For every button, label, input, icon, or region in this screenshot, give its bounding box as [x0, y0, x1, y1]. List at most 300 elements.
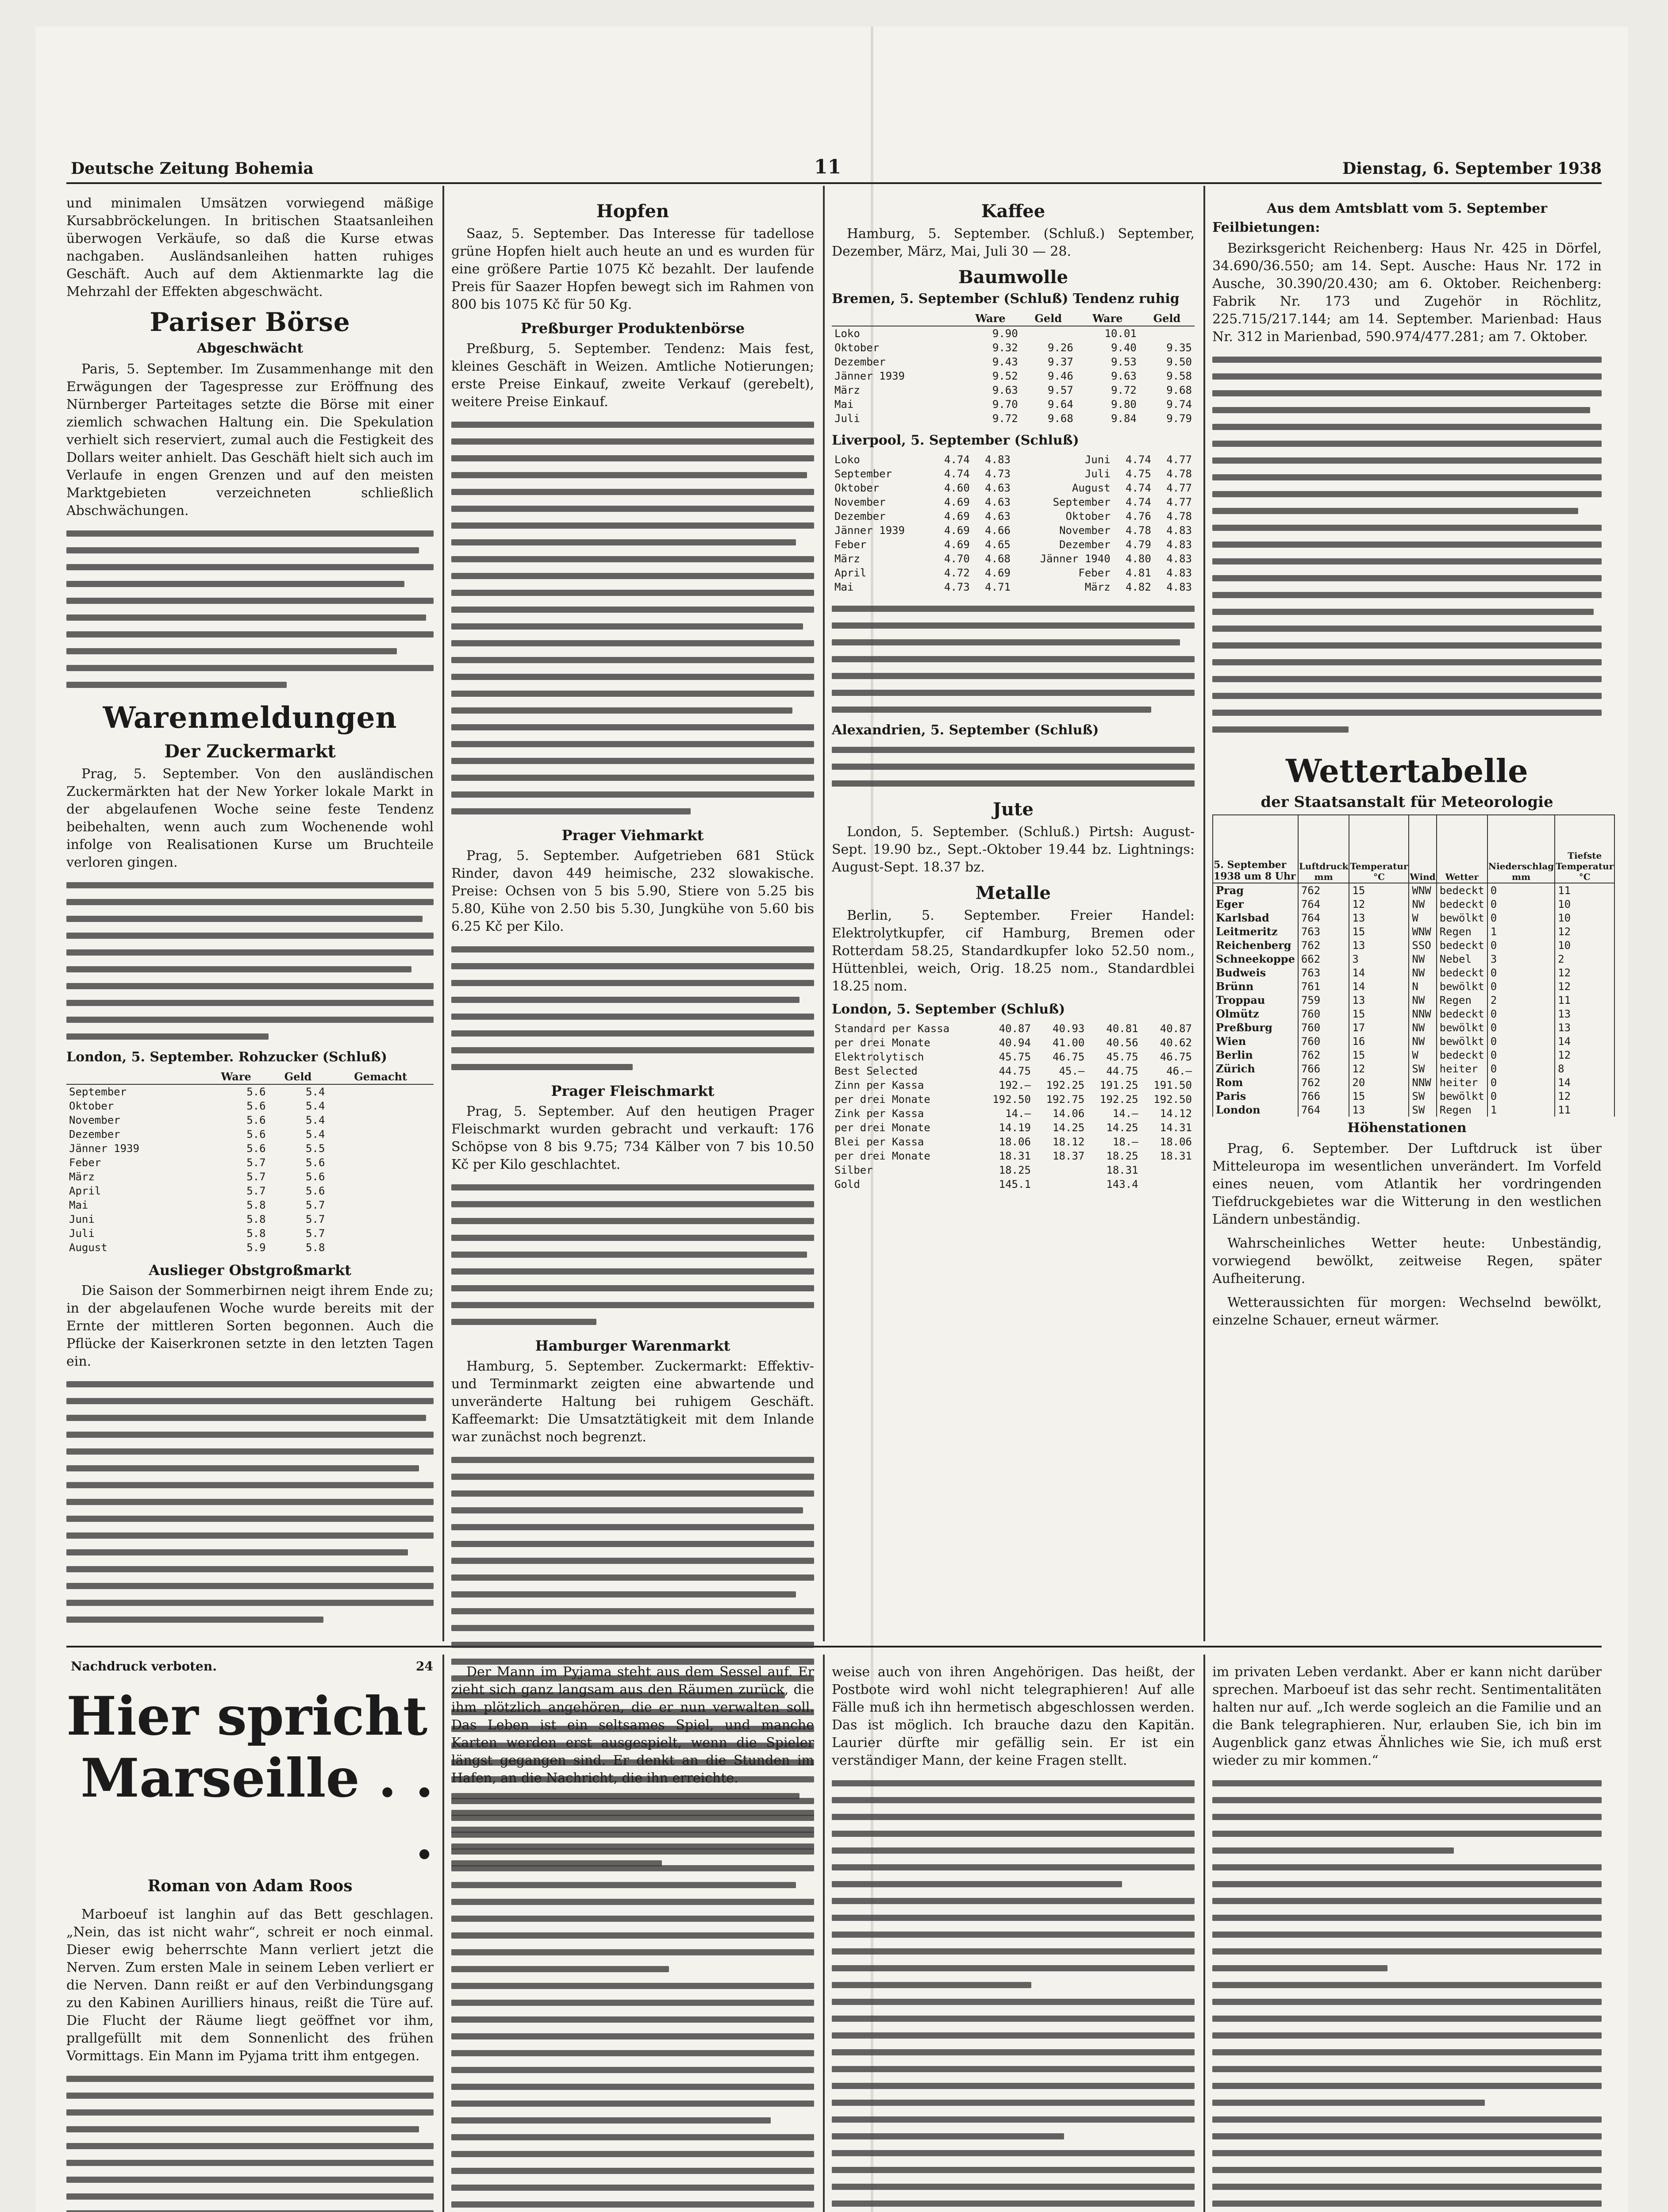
weather-value: SW	[1409, 1089, 1436, 1103]
cell-value: 44.75	[1106, 1065, 1138, 1077]
novel-column-4	[1212, 1663, 1602, 2212]
station-name: Budweis	[1213, 966, 1298, 979]
weather-value: 762	[1298, 1048, 1349, 1062]
row-label: Loko	[834, 327, 860, 340]
weather-value: 12	[1555, 925, 1614, 938]
weather-row	[1213, 925, 1614, 938]
table-row	[66, 1113, 434, 1127]
cell-value: 4.74	[944, 468, 970, 480]
weather-value: 0	[1487, 1034, 1555, 1048]
weather-value: 11	[1555, 883, 1614, 897]
cell-value: 4.74	[1126, 453, 1151, 466]
cell-value: 4.82	[1126, 581, 1151, 593]
feuilleton-rule	[66, 1646, 1602, 1647]
row-label: Mai	[834, 581, 854, 593]
cell-value: 14.—	[1005, 1107, 1031, 1120]
weather-value: 15	[1349, 1048, 1409, 1062]
weather-value: 15	[1349, 925, 1409, 938]
kursliste	[66, 526, 434, 694]
section-title-baumwolle: Baumwolle	[958, 267, 1068, 288]
col-header: Ware	[204, 1069, 269, 1084]
cell-value: 9.32	[992, 342, 1018, 354]
station-name: Wien	[1213, 1034, 1298, 1048]
row-label: März	[834, 553, 860, 565]
table-row	[832, 1050, 1195, 1064]
weather-value: 12	[1555, 1048, 1614, 1062]
station-name: Prag	[1213, 883, 1298, 897]
weather-row	[1213, 1062, 1614, 1075]
cell-value: 4.77	[1166, 453, 1192, 466]
cell-value: 5.6	[246, 1100, 266, 1112]
cell-value: 18.25	[1106, 1150, 1138, 1162]
row-label: November	[69, 1114, 120, 1126]
weather-value: 762	[1298, 883, 1349, 897]
table-row	[832, 495, 1195, 509]
novel-text: Der Mann im Pyjama steht aus dem Sessel auf. Er zieht sich ganz langsam aus den Räumen zurück, die ihm plötzlich angehören, die er nun verwalten soll. Das Leben ist ein seltsames Spiel, und manche Karten werden erst ausgespielt, wenn die Spieler längst gegangen sind. Er denkt an die Stunden im Hafen, an die Nachricht, die ihn erreichte.	[451, 1664, 814, 1786]
cell-value: 18.37	[1053, 1150, 1085, 1162]
weather-row	[1213, 911, 1614, 925]
weather-value: 15	[1349, 1007, 1409, 1021]
row-label: Oktober	[834, 482, 880, 494]
row-label: Dezember	[69, 1128, 120, 1141]
weather-value: 14	[1555, 1075, 1614, 1089]
price-listing	[832, 742, 1195, 793]
cell-value: 9.64	[1048, 398, 1073, 411]
weather-value: 760	[1298, 1034, 1349, 1048]
cell-value: 4.83	[985, 453, 1011, 466]
cell-value: 192.50	[992, 1093, 1031, 1106]
table-row	[832, 580, 1195, 594]
cell-value: 9.80	[1111, 398, 1137, 411]
cell-value	[1141, 1177, 1195, 1191]
weather-value: bedeckt	[1437, 938, 1487, 952]
cell-value: 4.83	[1166, 581, 1192, 593]
table-row	[832, 566, 1195, 580]
cell-value: 4.69	[944, 538, 970, 551]
cell-value: 40.93	[1053, 1022, 1085, 1035]
table-caption: London, 5. September. Rohzucker (Schluß)	[66, 1049, 387, 1065]
row-label: Juli	[69, 1227, 95, 1240]
weather-date: 5. September 1938 um 8 Uhr	[1213, 815, 1298, 883]
article-text: Prag, 5. September. Von den ausländischen Zuckermärkten hat der New Yorker lokale Markt in der abgelaufenen Woche seine feste Tendenz beibehalten, wenn auch zum Wochenende wohl infolge von Realisationen Kurse um Bruchteile verloren gingen.	[66, 766, 434, 870]
cell-value: 18.31	[999, 1150, 1031, 1162]
cell-value: 9.37	[1048, 356, 1073, 368]
cell-value: 143.4	[1106, 1178, 1138, 1190]
table-row	[66, 1156, 434, 1170]
table-row	[832, 1092, 1195, 1106]
weather-value: 3	[1487, 952, 1555, 966]
weather-value: 0	[1487, 1062, 1555, 1075]
section-title-hopfen: Hopfen	[596, 201, 669, 222]
cell-value: 4.78	[1166, 510, 1192, 522]
weather-value: 8	[1555, 1062, 1614, 1075]
cell-value: 4.80	[1126, 553, 1151, 565]
station-name: Paris	[1213, 1089, 1298, 1103]
row-label: Juni	[69, 1213, 95, 1225]
table-row	[66, 1226, 434, 1240]
article-text-cont	[1212, 352, 1602, 739]
row-label: September	[834, 468, 892, 480]
weather-value: NW	[1409, 897, 1436, 911]
table-row	[832, 341, 1195, 355]
weather-value: 0	[1487, 1007, 1555, 1021]
cell-value: 46.75	[1053, 1051, 1085, 1063]
cell-value: 9.26	[1048, 342, 1073, 354]
cell-value: 4.74	[1126, 482, 1151, 494]
article-text: Saaz, 5. September. Das Interesse für tadellose grüne Hopfen hielt auch heute an und es wurden für eine größere Partie 1075 Kč bezahlt. Der laufende Preis für Saazer Hopfen bewegt sich im Rahmen von 800 bis 1075 Kč für 50 Kg.	[451, 226, 814, 312]
station-name: Reichenberg	[1213, 938, 1298, 952]
cell-value: 5.6	[246, 1142, 266, 1155]
weather-value: bewölkt	[1437, 1034, 1487, 1048]
cell-value: 4.74	[1126, 496, 1151, 508]
weather-value: 764	[1298, 911, 1349, 925]
weather-value: bedeckt	[1437, 966, 1487, 979]
cell-value: 5.8	[246, 1199, 266, 1211]
weather-value: heiter	[1437, 1062, 1487, 1075]
row-label: per drei Monate	[834, 1121, 930, 1134]
cell-value: 9.68	[1166, 384, 1192, 396]
section-title-warenmeldungen: Warenmeldungen	[103, 700, 397, 735]
cell-value: September	[1053, 496, 1111, 508]
column-rule-novel-1	[442, 1655, 444, 2212]
cell-value: 9.52	[992, 370, 1018, 382]
liverpool-cotton-table	[832, 453, 1195, 594]
weather-value: 0	[1487, 966, 1555, 979]
table-row	[832, 453, 1195, 467]
section-title-pariser-boerse: Pariser Börse	[150, 307, 350, 337]
table-row	[66, 1084, 434, 1099]
table-row	[832, 326, 1195, 341]
weather-value: 763	[1298, 925, 1349, 938]
cell-value: 5.8	[306, 1241, 325, 1254]
cell-value: 5.4	[306, 1086, 325, 1098]
cell-value: 5.7	[306, 1199, 325, 1211]
weather-forecast: Wahrscheinliches Wetter heute: Unbeständig, vorwiegend bewölkt, zeitweise Regen, später Aufheiterung.	[1212, 1236, 1602, 1286]
table-row	[832, 355, 1195, 369]
row-label: per drei Monate	[834, 1150, 930, 1162]
cell-value: 5.5	[306, 1142, 325, 1155]
table-row	[832, 552, 1195, 566]
weather-value: WNW	[1409, 925, 1436, 938]
article-text-cont	[451, 942, 814, 1076]
cell-value: 5.6	[306, 1171, 325, 1183]
table-caption: Alexandrien, 5. September (Schluß)	[832, 722, 1099, 738]
row-label: Feber	[69, 1156, 101, 1169]
table-row	[832, 369, 1195, 383]
column-rule-3	[1203, 186, 1205, 1641]
cell-value: 18.—	[1112, 1136, 1138, 1148]
weather-value: 13	[1349, 1103, 1409, 1117]
weather-value: SW	[1409, 1103, 1436, 1117]
novel-column-3	[832, 1663, 1195, 2212]
table-row	[832, 1036, 1195, 1050]
weather-value: 17	[1349, 1021, 1409, 1034]
row-label: April	[69, 1185, 101, 1197]
weather-row	[1213, 979, 1614, 993]
cell-value	[1034, 1177, 1087, 1191]
row-label: Juli	[834, 412, 860, 425]
table-row	[832, 509, 1195, 523]
table-row	[832, 1064, 1195, 1078]
cell-value: 45.75	[999, 1051, 1031, 1063]
weather-value: Regen	[1437, 925, 1487, 938]
station-name: Karlsbad	[1213, 911, 1298, 925]
novel-title-line-2: Marseille . . .	[81, 1747, 434, 1871]
cell-value: 9.50	[1166, 356, 1192, 368]
article-text: Paris, 5. September. Im Zusammenhange mit den Erwägungen der Tagespresse zur Eröffnung des Nürnberger Parteitages setzte die Börse mit einer ziemlich schwachen Haltung ein. Die Spekulation verhielt sich reserviert, zumal auch die Festigkeit des Dollars weiter anhielt. Das Geschäft hielt sich auch im Verlaufe in engen Grenzen und auf den meisten Marktgebieten verzeichneten schließlich Abschwächungen.	[66, 361, 434, 518]
station-name: Rom	[1213, 1075, 1298, 1089]
cell-value: 4.75	[1126, 468, 1151, 480]
weather-value: 761	[1298, 979, 1349, 993]
novel-text-cont	[832, 1776, 1195, 2212]
cell-value: 18.31	[1106, 1164, 1138, 1176]
weather-row	[1213, 1089, 1614, 1103]
cell-value: 9.63	[992, 384, 1018, 396]
table-row	[832, 1078, 1195, 1092]
cell-value: 14.—	[1112, 1107, 1138, 1120]
novel-text-cont	[451, 1793, 814, 2212]
col-header: Gemacht	[327, 1069, 434, 1084]
cell-value: 41.00	[1053, 1037, 1085, 1049]
cell-value: 4.70	[944, 553, 970, 565]
cell-value: 145.1	[999, 1178, 1031, 1190]
table-row	[832, 1177, 1195, 1191]
article-text-cont	[66, 878, 434, 1046]
table-row	[66, 1184, 434, 1198]
novel-author: Roman von Adam Roos	[147, 1877, 353, 1895]
cell-value	[1034, 1163, 1087, 1177]
row-label: Jänner 1939	[834, 370, 905, 382]
article-text: Hamburg, 5. September. (Schluß.) September, Dezember, März, Mai, Juli 30 — 28.	[832, 226, 1195, 259]
weather-value: WNW	[1409, 883, 1436, 897]
cell-value: 9.40	[1111, 342, 1137, 354]
weather-value: 13	[1555, 1021, 1614, 1034]
cell-value: Feber	[1078, 567, 1111, 579]
cell-value: Dezember	[1059, 538, 1111, 551]
header-rule	[66, 182, 1602, 184]
section-title-zuckermarkt: Der Zuckermarkt	[164, 741, 336, 762]
cell-value: 40.87	[1160, 1022, 1192, 1035]
cell-value: 9.58	[1166, 370, 1192, 382]
cell-value: 4.74	[944, 453, 970, 466]
weather-value: 10	[1555, 897, 1614, 911]
table-row	[832, 1106, 1195, 1121]
article-text: Die Saison der Sommerbirnen neigt ihrem Ende zu; in der abgelaufenen Woche wurde bereits mit der Ernte der mittleren Sorten begonnen. Auch die Pflücke der Kaiserkronen setzte in den letzten Tagen ein.	[66, 1283, 434, 1369]
row-label: Dezember	[834, 356, 886, 368]
weather-value: NW	[1409, 952, 1436, 966]
cell-value: 4.69	[944, 510, 970, 522]
weather-value: 13	[1555, 1007, 1614, 1021]
section-subtitle: Feilbietungen:	[1212, 220, 1320, 235]
cell-value: 9.84	[1111, 412, 1137, 425]
section-title-metalle: Metalle	[976, 883, 1051, 903]
weather-value: 0	[1487, 897, 1555, 911]
cell-value: 4.83	[1166, 524, 1192, 537]
cell-value: 44.75	[999, 1065, 1031, 1077]
weather-row	[1213, 1021, 1614, 1034]
row-label: per drei Monate	[834, 1037, 930, 1049]
weather-value: bedeckt	[1437, 1007, 1487, 1021]
cell-value: 4.65	[985, 538, 1011, 551]
cell-value: 5.4	[306, 1114, 325, 1126]
column-commodities	[832, 195, 1195, 1641]
table-row	[66, 1212, 434, 1226]
weather-value: 14	[1349, 966, 1409, 979]
intro-text: und minimalen Umsätzen vorwiegend mäßige Kursabbröckelungen. In britischen Staatsanleihen überwogen Verkäufe, so daß die Kurse etwas nachgaben. Ausländsanleihen hatten ruhiges Geschäft. Auch auf dem Aktienmarkte lag die Mehrzahl der Effekten abgeschwächt.	[66, 196, 434, 300]
row-label: Loko	[834, 453, 860, 466]
bremen-cotton-table: Ware Geld Ware Geld Loko 9.90 10.01 Oktober 9.32 9.26 9.40 9.35 Dezember 9.43 9.37 9.53 9.50 Jänner 1939 9.52 9.46 9.63 9.58 März 9.63 9.57 9.72 9.68 Mai 9.70 9.64 9.80 9.74 Juli 9.72 9.68 9.84 9.79	[832, 311, 1195, 426]
cell-value: 14.25	[1053, 1121, 1085, 1134]
weather-value: 0	[1487, 1048, 1555, 1062]
cell-value: 5.4	[306, 1128, 325, 1141]
cell-value: 9.90	[992, 327, 1018, 340]
weather-value: Regen	[1437, 993, 1487, 1007]
weather-value: 1	[1487, 1103, 1555, 1117]
cell-value	[1021, 326, 1076, 341]
cell-value: 14.31	[1160, 1121, 1192, 1134]
cell-value: 4.66	[985, 524, 1011, 537]
column-rule-2	[823, 186, 825, 1641]
paper-sheet	[35, 27, 1628, 2212]
section-subtitle: Abgeschwächt	[196, 341, 304, 356]
section-title-obstmarkt: Auslieger Obstgroßmarkt	[149, 1262, 351, 1279]
weather-value: SW	[1409, 1062, 1436, 1075]
table-row	[832, 1149, 1195, 1163]
table-row	[66, 1127, 434, 1141]
row-label: März	[834, 384, 860, 396]
weather-value: bedeckt	[1437, 1048, 1487, 1062]
cell-value: 4.71	[985, 581, 1011, 593]
weather-value: 3	[1349, 952, 1409, 966]
weather-value: NW	[1409, 1021, 1436, 1034]
cell-value: 4.63	[985, 496, 1011, 508]
cell-value: 5.7	[246, 1156, 266, 1169]
newspaper-name: Deutsche Zeitung Bohemia	[71, 159, 314, 178]
row-label: September	[69, 1086, 127, 1098]
station-name: Brünn	[1213, 979, 1298, 993]
column-markets	[451, 195, 814, 1641]
article-text: Hamburg, 5. September. Zuckermarkt: Effektiv- und Terminmarkt zeigten eine abwartende und unveränderte Haltung bei ruhigem Geschäft. Kaffeemarkt: Die Umsatztätigkeit mit dem Inlande war zunächst noch begrenzt.	[451, 1359, 814, 1445]
section-title-kaffee: Kaffee	[981, 201, 1045, 222]
cell-value: 14.25	[1106, 1121, 1138, 1134]
weather-row	[1213, 1034, 1614, 1048]
weather-value: 764	[1298, 897, 1349, 911]
weather-value: heiter	[1437, 1075, 1487, 1089]
cell-value: August	[1072, 482, 1111, 494]
cell-value: 40.94	[999, 1037, 1031, 1049]
column-rule-novel-2	[823, 1655, 825, 2212]
cell-value: 9.63	[1111, 370, 1137, 382]
article-text: Prag, 5. September. Auf den heutigen Prager Fleischmarkt wurden gebracht und verkauft: 176 Schöpse von 8 bis 9.75; 734 Kälber von 7 bis 10.50 Kč per Kilo geschlachtet.	[451, 1104, 814, 1172]
weather-value: 11	[1555, 1103, 1614, 1117]
table-row	[832, 411, 1195, 426]
table-row	[66, 1240, 434, 1255]
table-caption: London, 5. September (Schluß)	[832, 1002, 1065, 1017]
row-label: Silber	[834, 1164, 873, 1176]
weather-value: 13	[1349, 911, 1409, 925]
cell-value: 9.35	[1166, 342, 1192, 354]
table-caption: Bremen, 5. September (Schluß) Tendenz ruhig	[832, 291, 1180, 307]
weather-value: 0	[1487, 1075, 1555, 1089]
cell-value: 192.25	[1099, 1093, 1138, 1106]
weather-value: 0	[1487, 938, 1555, 952]
station-name: Eger	[1213, 897, 1298, 911]
table-caption: Liverpool, 5. September (Schluß)	[832, 433, 1079, 448]
cell-value: 5.7	[246, 1171, 266, 1183]
weather-value: 0	[1487, 979, 1555, 993]
row-label: Mai	[69, 1199, 88, 1211]
weather-value: 13	[1349, 938, 1409, 952]
cell-value: 9.79	[1166, 412, 1192, 425]
cell-value: 4.72	[944, 567, 970, 579]
section-title-viehmarkt: Prager Viehmarkt	[561, 827, 704, 844]
article-text-cont	[451, 1180, 814, 1331]
cell-value: 4.83	[1166, 538, 1192, 551]
cell-value: 5.7	[306, 1227, 325, 1240]
cell-value: 14.12	[1160, 1107, 1192, 1120]
cell-value: 192.50	[1153, 1093, 1192, 1106]
metals-table	[832, 1022, 1195, 1191]
weather-value: W	[1409, 1048, 1436, 1062]
cell-value: 4.76	[1126, 510, 1151, 522]
price-listing	[451, 417, 814, 821]
weather-value: bewölkt	[1437, 911, 1487, 925]
weather-row	[1213, 897, 1614, 911]
cell-value: 5.4	[306, 1100, 325, 1112]
weather-row	[1213, 1007, 1614, 1021]
cell-value: März	[1084, 581, 1111, 593]
weather-value: 12	[1349, 1062, 1409, 1075]
table-row	[832, 467, 1195, 481]
table-row	[832, 1022, 1195, 1036]
cell-value: 9.72	[1111, 384, 1137, 396]
row-label: Best Selected	[834, 1065, 918, 1077]
row-label: Jänner 1939	[834, 524, 905, 537]
cell-value: 18.25	[999, 1164, 1031, 1176]
station-name: Preßburg	[1213, 1021, 1298, 1034]
cell-value: 40.81	[1106, 1022, 1138, 1035]
row-label: Gold	[834, 1178, 860, 1190]
section-subtitle-meteorologie: der Staatsanstalt für Meteorologie	[1261, 793, 1553, 811]
issue-date: Dienstag, 6. September 1938	[1342, 159, 1602, 178]
novel-text: im privaten Leben verdankt. Aber er kann nicht darüber sprechen. Marboeuf ist das sehr recht. Sentimentalitäten halten nur auf. „Ich werde sogleich an die Familie und an die Bank telegraphieren. Nur, erlauben Sie, ich bin im Augenblick ganz etwas Ähnliches wie Sie, ich muß erst wieder zu mir kommen.“	[1212, 1664, 1602, 1768]
cell-value: 5.8	[246, 1227, 266, 1240]
cell-value: 9.57	[1048, 384, 1073, 396]
station-name: Zürich	[1213, 1062, 1298, 1075]
cell-value: Juni	[1084, 453, 1111, 466]
row-label: April	[834, 567, 867, 579]
cell-value: 46.75	[1160, 1051, 1192, 1063]
article-text: Prag, 5. September. Aufgetrieben 681 Stück Rinder, davon 449 heimische, 232 slowakische. Preise: Ochsen von 5 bis 5.90, Stiere von 5.25 bis 5.80, Kühe von 2.50 bis 5.30, Jungkühe von 5.60 bis 6.25 Kč per Kilo.	[451, 848, 814, 934]
row-label: November	[834, 496, 886, 508]
cell-value: 5.6	[246, 1086, 266, 1098]
cell-value: 14.19	[999, 1121, 1031, 1134]
table-row	[832, 397, 1195, 411]
weather-value: 14	[1349, 979, 1409, 993]
cell-value: 5.6	[246, 1128, 266, 1141]
station-name: Troppau	[1213, 993, 1298, 1007]
weather-value: 15	[1349, 1089, 1409, 1103]
weather-value: 12	[1349, 897, 1409, 911]
novel-column-2	[451, 1663, 814, 2212]
table-row	[832, 481, 1195, 495]
weather-value: bewölkt	[1437, 1021, 1487, 1034]
cell-value: 191.25	[1099, 1079, 1138, 1091]
table-row	[832, 1135, 1195, 1149]
table-row	[832, 383, 1195, 397]
station-name: Leitmeritz	[1213, 925, 1298, 938]
article-text: Preßburg, 5. September. Tendenz: Mais fest, kleines Geschäft in Weizen. Amtliche Notierungen; erste Preise Einkauf, zweite Verkauf (gerebelt), weitere Preise Einkauf.	[451, 341, 814, 410]
